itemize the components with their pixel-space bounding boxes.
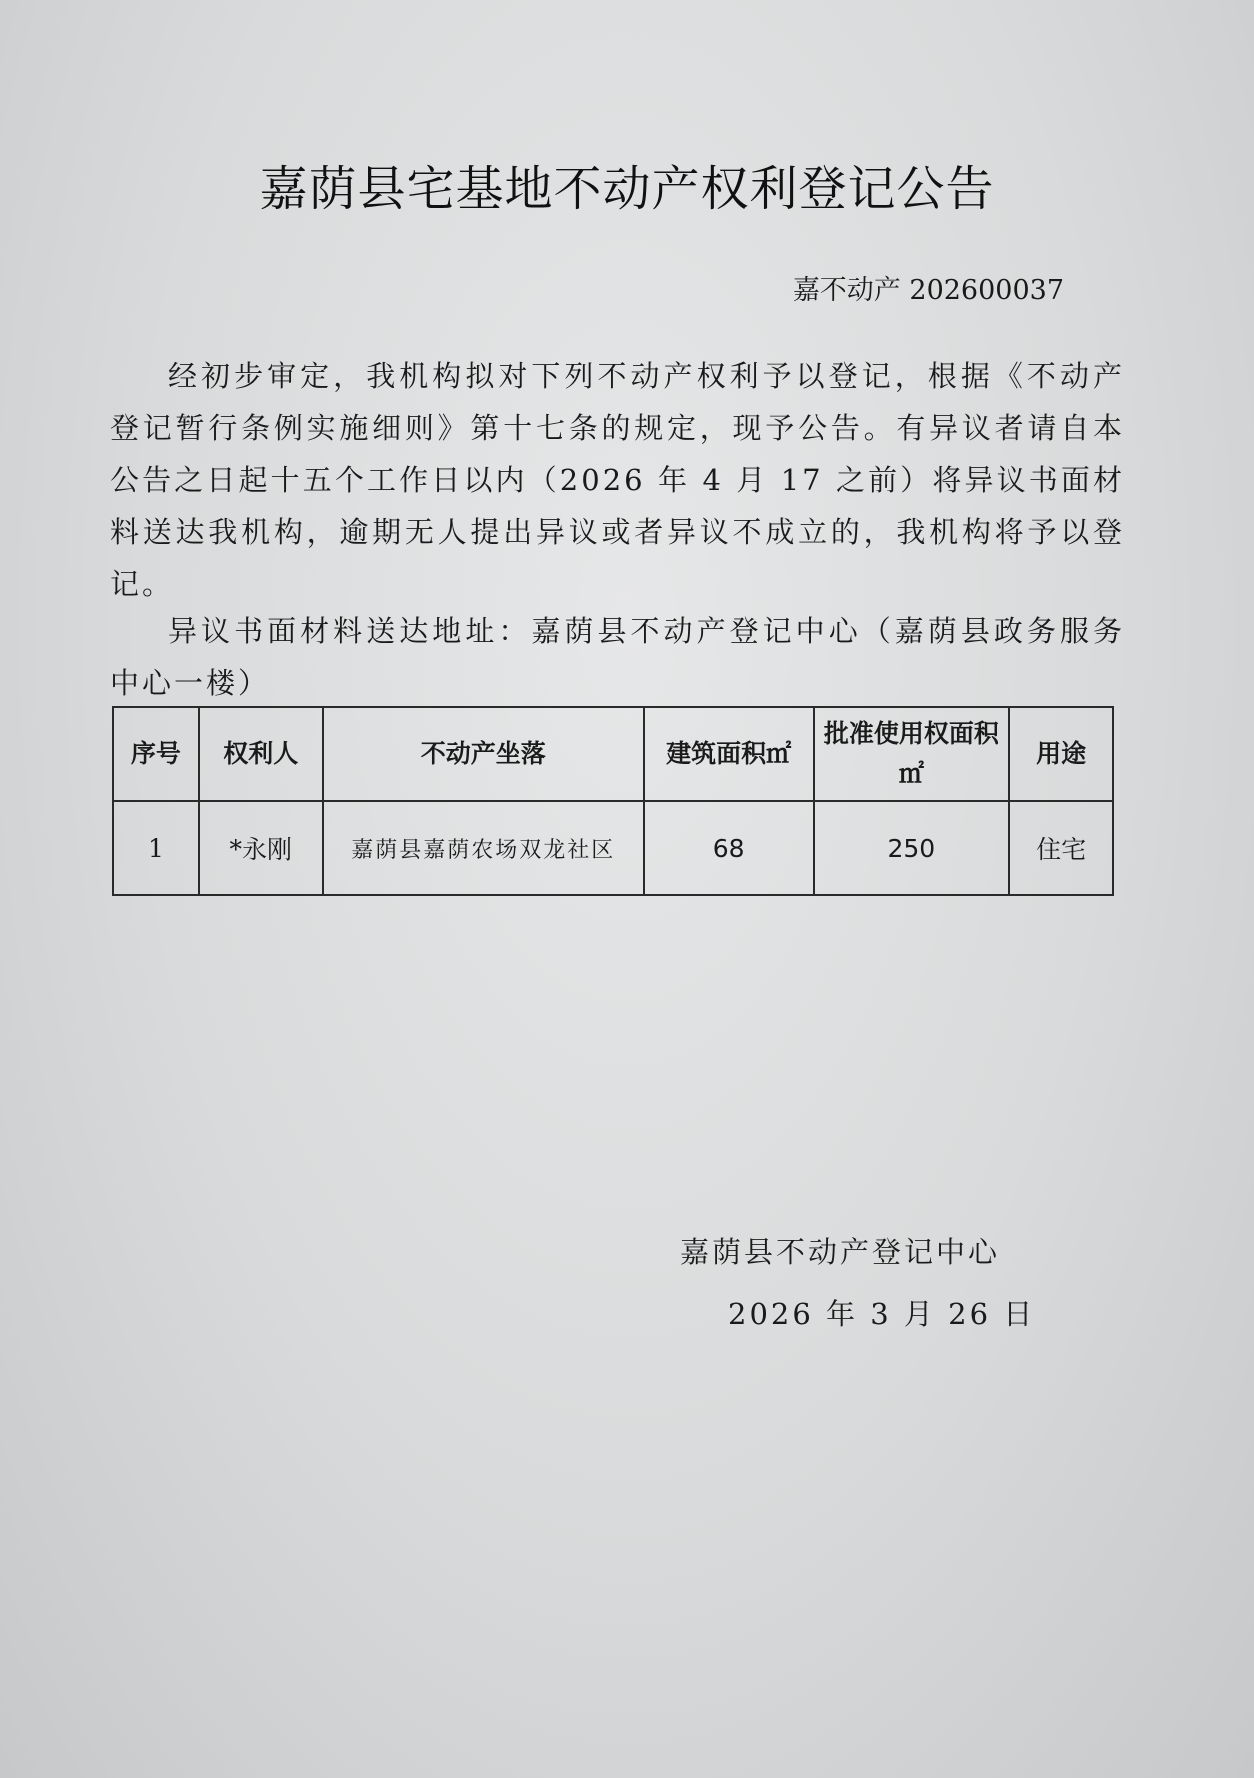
signature-organization: 嘉荫县不动产登记中心 [680, 1235, 1001, 1269]
signature-date: 2026 年 3 月 26 日 [728, 1297, 1036, 1331]
header-owner: 权利人 [199, 707, 323, 801]
header-seq: 序号 [113, 707, 199, 801]
cell-usage: 住宅 [1009, 801, 1113, 895]
cell-approved-area: 250 [814, 801, 1010, 895]
table-row [113, 801, 1113, 895]
document-number: 嘉不动产 202600037 [792, 275, 1064, 306]
document-title: 嘉荫县宅基地不动产权利登记公告 [259, 161, 995, 217]
registration-table [112, 706, 1114, 896]
table-header-row [113, 707, 1113, 801]
objection-address-paragraph: 异议书面材料送达地址：嘉荫县不动产登记中心（嘉荫县政务服务中心一楼） [110, 614, 1125, 700]
cell-building-area: 68 [644, 801, 814, 895]
cell-seq: 1 [113, 801, 199, 895]
cell-location: 嘉荫县嘉荫农场双龙社区 [323, 801, 644, 895]
header-approved-area: 批准使用权面积㎡ [814, 707, 1010, 801]
notice-paragraph: 经初步审定，我机构拟对下列不动产权利予以登记，根据《不动产登记暂行条例实施细则》第十七条的规定，现予公告。有异议者请自本公告之日起十五个工作日以内（2026 年 4 月 17 之前）将异议书面材料送达我机构，逾期无人提出异议或者异议不成立的，我机构将予以登记。 [110, 359, 1125, 601]
header-usage: 用途 [1009, 707, 1113, 801]
header-building-area: 建筑面积㎡ [644, 707, 814, 801]
header-location: 不动产坐落 [323, 707, 644, 801]
cell-owner: *永刚 [199, 801, 323, 895]
